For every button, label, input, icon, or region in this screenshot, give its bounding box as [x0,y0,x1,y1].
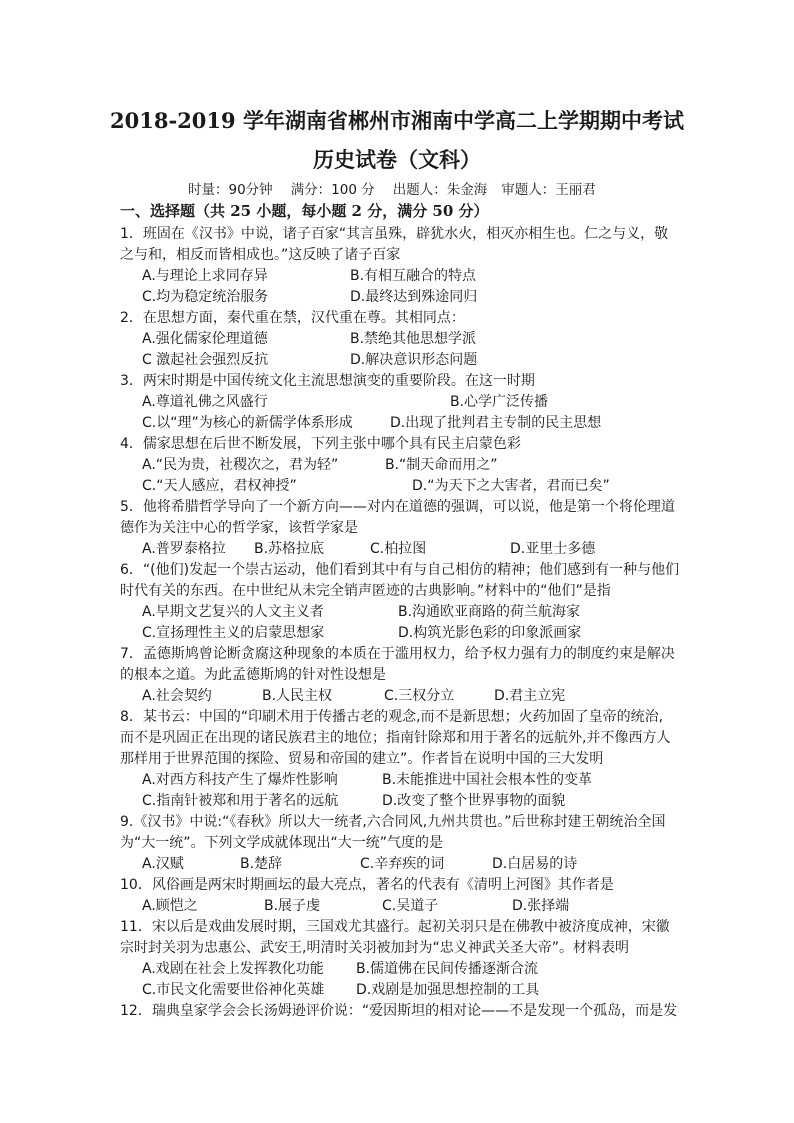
exam-meta [188,181,596,199]
answer-option: A.汉赋 [142,856,184,872]
question-stem-line: 6．“(他们)发起一个崇古运动，他们看到其中有与自己相仿的精神；他们感到有一种与他们 [120,562,680,578]
options-row [120,896,682,917]
options-row [120,266,682,287]
question-stem-line: 德作为关注中心的哲学家，该哲学家是 [120,520,358,536]
answer-option: B.有相互融合的特点 [350,268,477,284]
answer-option: A.戏剧在社会上发挥教化功能 [142,961,324,977]
answer-option: D.亚里士多德 [510,541,596,557]
question-stem-line: 那样用于世界范围的探险、贸易和帝国的建立”。作者旨在说明中国的三大发明 [120,751,604,767]
exam-score: 满分：100 分 [290,182,375,198]
answer-option: B.未能推进中国社会根本性的变革 [382,772,593,788]
exam-reviewer: 审题人：王丽君 [501,182,596,198]
answer-option: D.君主立宪 [494,688,566,704]
question-stem-line: 7．孟德斯鸠曾论断贪腐这种现象的本质在于滥用权力，给予权力强有力的制度约束是解决 [120,646,675,662]
options-row [120,770,682,791]
question-stem-line: 8．某书云：中国的“印刷术用于传播古老的观念,而不是新思想；火药加固了皇帝的统治, [120,709,664,725]
answer-option: D.最终达到殊途同归 [350,289,478,305]
answer-option: B.心学广泛传播 [450,394,549,410]
answer-option: C.指南针被郑和用于著名的远航 [142,793,339,809]
question-stem-line: 9.《汉书》中说:“《春秋》所以大一统者,六合同风,九州共贯也。”后世称封建王朝统治全国 [120,814,666,830]
answer-option: A.社会契约 [142,688,212,704]
answer-option: D.戏剧是加强思想控制的工具 [356,982,540,998]
question-stem-line: 3．两宋时期是中国传统文化主流思想演变的重要阶段。在这一时期 [120,373,535,389]
question-stem-line: 而不是巩固正在出现的诸民族君主的地位；指南针除郑和用于著名的远航外,并不像西方人 [120,730,671,746]
answer-option: C.以“理”为核心的新儒学体系形成 [142,415,353,431]
options-row [120,329,682,350]
options-row [120,686,682,707]
answer-option: B.展子虔 [264,898,321,914]
question-list [120,224,682,1022]
section-heading: 一、选择题（共 25 小题，每小题 2 分，满分 50 分） [120,202,489,220]
answer-option: A.“民为贵，社稷次之，君为轻” [142,457,339,473]
answer-option: D.改变了整个世界事物的面貌 [382,793,566,809]
question-stem-line: 12．瑞典皇家学会会长汤姆逊评价说：“爱因斯坦的相对论——不是发现一个孤岛，而是发 [120,1003,678,1019]
answer-option: A.顾恺之 [142,898,198,914]
answer-option: C 激起社会强烈反抗 [142,352,269,368]
answer-option: D.解决意识形态问题 [350,352,478,368]
answer-option: B.禁绝其他思想学派 [350,331,477,347]
answer-option: C.均为稳定统治服务 [142,289,269,305]
options-row [120,623,682,644]
question-stem-line: 的根本之道。为此孟德斯鸠的针对性设想是 [120,667,386,683]
options-row [120,350,682,371]
answer-option: D.出现了批判君主专制的民主思想 [390,415,602,431]
question-stem-line: 为“大一统”。下列文学成就体现出“大一统”气度的是 [120,835,444,851]
answer-option: A.对西方科技产生了爆炸性影响 [142,772,338,788]
answer-option: C.辛弃疾的词 [360,856,445,872]
exam-time: 时量：90分钟 [188,182,273,198]
answer-option: B.沟通欧亚商路的荷兰航海家 [398,604,581,620]
question-stem-line: 11．宋以后是戏曲发展时期，三国戏尤其盛行。起初关羽只是在佛教中被济度成神，宋徽 [120,919,670,935]
question-stem-line: 宗时封关羽为忠惠公、武安王,明清时关羽被加封为“忠义神武关圣大帝”。材料表明 [120,940,629,956]
answer-option: C.宣扬理性主义的启蒙思想家 [142,625,325,641]
answer-option: D.白居易的诗 [492,856,578,872]
answer-option: A.强化儒家伦理道德 [142,331,268,347]
answer-option: C.市民文化需要世俗神化英雄 [142,982,325,998]
options-row [120,539,682,560]
exam-title-line-2: 历史试卷（文科） [313,147,481,172]
options-row [120,392,682,413]
answer-option: A.早期文艺复兴的人文主义者 [142,604,324,620]
answer-option: B.苏格拉底 [254,541,325,557]
options-row [120,980,682,1001]
question-stem-line: 时代有关的东西。在中世纪从未完全销声匿迹的古典影响。”材料中的“他们”是指 [120,583,611,599]
answer-option: D.张择端 [512,898,570,914]
answer-option: C.“天人感应，君权神授” [142,478,297,494]
answer-option: C.柏拉图 [370,541,427,557]
question-stem-line: 5．他将希腊哲学导向了一个新方向——对内在道德的强调，可以说，他是第一个将伦理道 [120,499,675,515]
answer-option: C.三权分立 [384,688,455,704]
question-stem-line: 10．风俗画是两宋时期画坛的最大亮点，著名的代表有《清明上河图》其作者是 [120,877,614,893]
exam-title-line-1: 2018-2019 学年湖南省郴州市湘南中学高二上学期期中考试 [110,108,684,133]
question-stem-line: 1．班固在《汉书》中说，诸子百家“其言虽殊，辟犹水火，相灭亦相生也。仁之与义，敬 [120,226,669,242]
question-stem-line: 4．儒家思想在后世不断发展，下列主张中哪个具有民主启蒙色彩 [120,436,521,452]
answer-option: A.普罗泰格拉 [142,541,226,557]
answer-option: D.构筑光影色彩的印象派画家 [398,625,582,641]
answer-option: A.与理论上求同存异 [142,268,268,284]
options-row [120,959,682,980]
options-row [120,455,682,476]
exam-author: 出题人：朱金海 [392,182,488,198]
options-row [120,476,682,497]
options-row [120,854,682,875]
answer-option: B.楚辞 [240,856,283,872]
answer-option: B.“制天命而用之” [385,457,498,473]
answer-option: A.尊道礼佛之风盛行 [142,394,268,410]
options-row [120,413,682,434]
answer-option: C.吴道子 [382,898,439,914]
options-row [120,287,682,308]
question-stem-line: 之与和，相反而皆相成也。”这反映了诸子百家 [120,247,401,263]
options-row [120,791,682,812]
answer-option: D.“为天下之大害者，君而已矣” [412,478,610,494]
options-row [120,602,682,623]
question-stem-line: 2．在思想方面，秦代重在禁，汉代重在尊。其相同点： [120,310,465,326]
answer-option: B.儒道佛在民间传播逐渐合流 [356,961,539,977]
answer-option: B.人民主权 [262,688,333,704]
